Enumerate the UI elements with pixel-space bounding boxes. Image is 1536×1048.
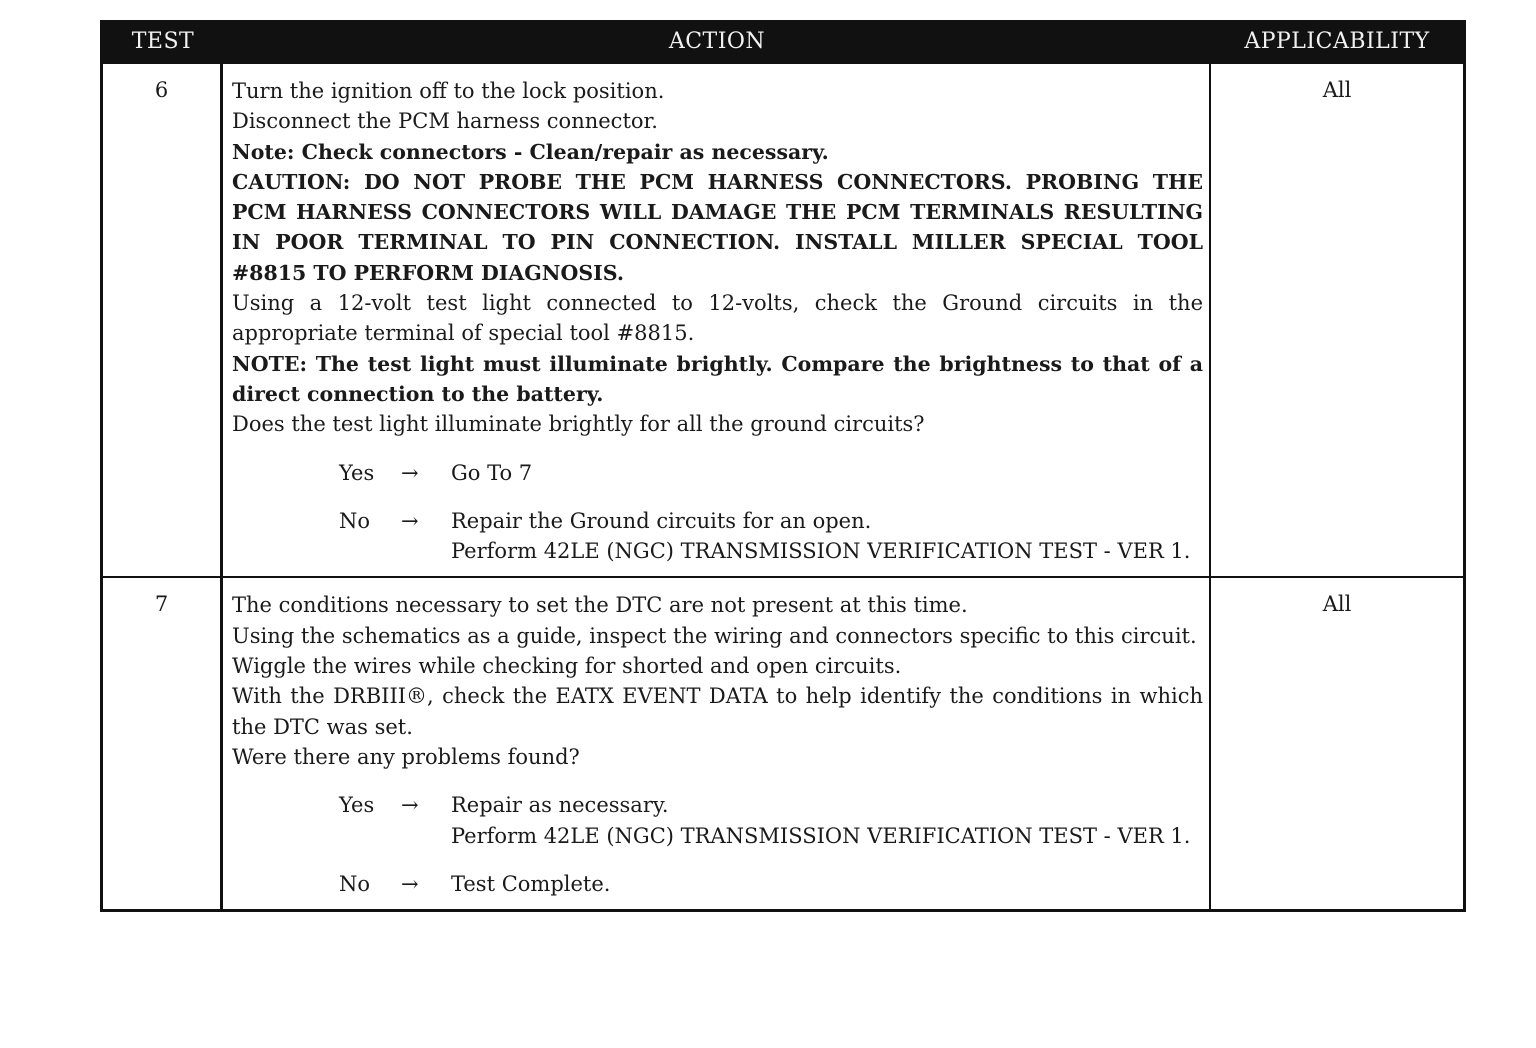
answer-label: Yes — [339, 793, 375, 818]
action-step: The conditions necessary to set the DTC are not present at this time. — [232, 593, 968, 618]
answer-label: No — [339, 871, 371, 896]
action-step: Wiggle the wires while checking for shorted and open circuits. — [232, 654, 902, 679]
action-cell — [223, 64, 1211, 576]
answer-line: Perform 42LE (NGC) TRANSMISSION VERIFICATION TEST - VER 1. — [451, 823, 1191, 848]
answer-line: Test Complete. — [451, 871, 611, 896]
arrow-right-icon: → — [401, 460, 419, 485]
action-step: With the DRBIII®, check the EATX EVENT DATA to help identify the conditions in which the DTC was set. — [232, 684, 1203, 739]
test-number: 6 — [103, 64, 223, 576]
answer-yes — [232, 458, 1203, 488]
answer-line: Repair the Ground circuits for an open. — [451, 508, 872, 533]
answer-label: No — [339, 508, 371, 533]
action-step: Turn the ignition off to the lock position. — [232, 79, 665, 103]
table-row — [103, 62, 1463, 576]
answer-no — [232, 869, 1203, 899]
arrow-right-icon: → — [401, 793, 419, 818]
answer-text — [451, 506, 1203, 567]
applicability-cell: All — [1322, 78, 1352, 102]
action-step: Using a 12-volt test light connected to 12-volts, check the Ground circuits in the appropriate terminal of special tool #8815. — [232, 291, 1203, 346]
table-row — [103, 576, 1463, 909]
action-cell — [223, 578, 1211, 909]
arrow-right-icon: → — [401, 871, 419, 896]
table-header — [103, 20, 1463, 62]
test-action-table — [100, 20, 1466, 912]
arrow-right-icon: → — [401, 508, 419, 533]
action-step: Using the schematics as a guide, inspect the wiring and connectors specific to this circuit. — [232, 623, 1197, 648]
answer-yes — [232, 790, 1203, 851]
answer-label: Yes — [339, 460, 375, 485]
answer-text — [451, 458, 1203, 488]
applicability-cell: All — [1322, 592, 1352, 617]
header-action: ACTION — [668, 28, 766, 54]
note-text: Note: Check connectors - Clean/repair as necessary. — [232, 139, 829, 164]
question-text: Does the test light illuminate brightly for all the ground circuits? — [232, 412, 925, 437]
answer-list — [232, 458, 1203, 567]
answer-text — [451, 869, 1203, 899]
answer-no — [232, 506, 1203, 567]
answer-list — [232, 790, 1203, 899]
header-applicability: APPLICABILITY — [1244, 28, 1430, 54]
answer-line: Perform 42LE (NGC) TRANSMISSION VERIFICATION TEST - VER 1. — [451, 539, 1191, 564]
note-text: NOTE: The test light must illuminate brightly. Compare the brightness to that of a direct connection to the battery. — [232, 351, 1203, 406]
test-number: 7 — [103, 578, 223, 909]
answer-line: Go To 7 — [451, 460, 533, 485]
caution-text: CAUTION: DO NOT PROBE THE PCM HARNESS CONNECTORS. PROBING THE PCM HARNESS CONNECTORS WILL DAMAGE THE PCM TERMINALS RESULTING IN POOR TERMINAL TO PIN CONNECTION. INSTALL MILLER SPECIAL TOOL #8815 TO PERFORM DIAGNOSIS. — [232, 169, 1203, 285]
header-test: TEST — [131, 28, 195, 54]
answer-text — [451, 790, 1203, 851]
question-text: Were there any problems found? — [232, 744, 580, 769]
action-step: Disconnect the PCM harness connector. — [232, 109, 658, 134]
answer-line: Repair as necessary. — [451, 793, 669, 818]
